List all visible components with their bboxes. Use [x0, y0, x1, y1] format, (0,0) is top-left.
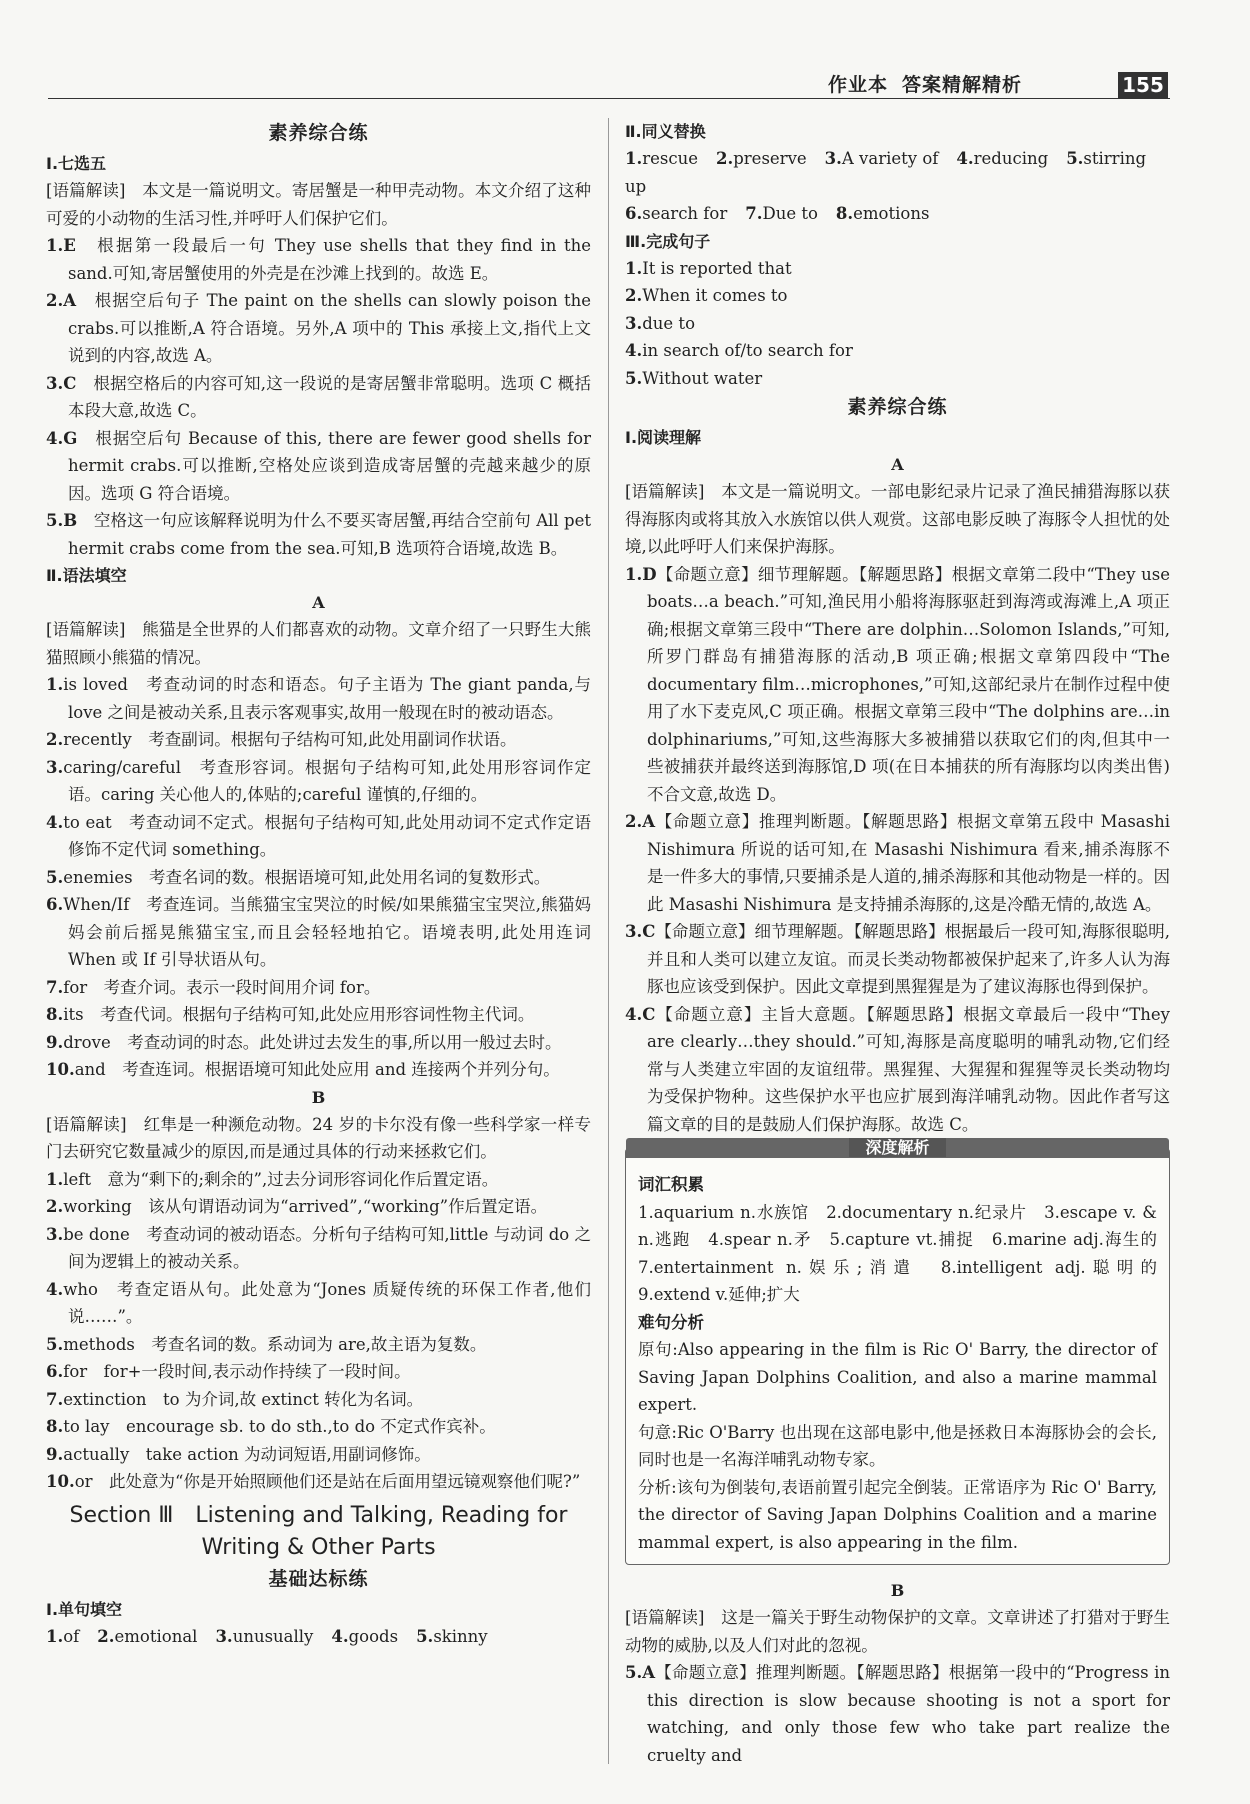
answer-item — [46, 507, 591, 562]
passage-intro: [语篇解读] 本文是一篇说明文。一部电影纪录片记录了渔民捕猎海豚以获得海豚肉或将其放入水族馆以供人观赏。这部电影反映了海豚令人担忧的处境,以此呼吁人们来保护海豚。 — [625, 482, 1170, 556]
answer-number: 2.A — [625, 812, 656, 831]
answer-row — [625, 200, 1170, 228]
header-left-label: 作业本 — [828, 74, 889, 96]
answer-text: unusually — [232, 1626, 314, 1646]
passage-label: A — [312, 593, 325, 612]
answer-number: 6. — [625, 204, 643, 223]
answer-text: stirring up — [625, 149, 1147, 196]
passage-label: A — [891, 455, 904, 474]
answer-number: 5.A — [625, 1663, 656, 1682]
answer-item — [46, 974, 591, 1002]
answer-item — [825, 149, 939, 168]
answer-item — [46, 1029, 591, 1057]
answer-number: 8. — [46, 1417, 64, 1436]
answer-text: its 考查代词。根据句子结构可知,此处应用形容词性物主代词。 — [63, 1005, 535, 1024]
answer-number: 10. — [46, 1472, 75, 1491]
section-heading: Ⅰ.阅读理解 — [625, 428, 702, 447]
section-heading: Ⅰ.七选五 — [46, 154, 107, 173]
answer-text: left 意为“剩下的;剩余的”,过去分词形容词化作后置定语。 — [63, 1169, 499, 1189]
answer-text: 【命题立意】推理判断题。【解题思路】根据第一段中的“Progress in this direction is slow because shooting is not a sport for watching, and only those few who take part realize the cruelty and — [647, 1663, 1170, 1765]
section-heading-line: Section Ⅲ Listening and Talking, Reading for — [69, 1502, 568, 1528]
answer-item — [46, 1413, 591, 1441]
passage-intro: [语篇解读] 本文是一篇说明文。寄居蟹是一种甲壳动物。本文介绍了这种可爱的小动物的生活习性,并呼吁人们保护它们。 — [46, 181, 591, 228]
answer-list — [46, 232, 591, 562]
answer-text: emotional — [114, 1626, 198, 1646]
page-number: 155 — [1118, 72, 1168, 98]
answer-text: for for+一段时间,表示动作持续了一段时间。 — [63, 1362, 411, 1381]
answer-number: 3.C — [46, 373, 77, 393]
answer-number: 2. — [46, 730, 64, 749]
left-column — [46, 118, 591, 1650]
answer-item — [625, 310, 1170, 338]
answer-number: 2.A — [46, 291, 77, 310]
answer-number: 8. — [835, 204, 854, 223]
right-column — [625, 118, 1174, 1769]
answer-item — [331, 1627, 398, 1646]
answer-text: to lay encourage sb. to do sth.,to do 不定式作宾补。 — [63, 1417, 496, 1436]
answer-text: who 考查定语从句。此处意为“Jones 质疑传统的环保工作者,他们说……”。 — [63, 1279, 591, 1326]
analysis-box — [625, 1138, 1174, 1565]
answer-text: When/If 考查连词。当熊猫宝宝哭泣的时候/如果熊猫宝宝哭泣,熊猫妈妈会前后摇晃熊猫宝宝,而且会轻轻地拍它。语境表明,此处用连词 When 或 If 引导状语从句。 — [63, 895, 591, 969]
answer-number: 7. — [46, 977, 64, 997]
answer-row — [46, 1623, 591, 1651]
sentence-analysis: 分析:该句为倒装句,表语前置引起完全倒装。正常语序为 Ric O' Barry, the director of Saving Japan Dolphins Coalition and a marine mammal expert, is also appearing in the film. — [638, 1477, 1157, 1552]
answer-number: 1. — [46, 675, 64, 694]
answer-text: 【命题立意】细节理解题。【解题思路】根据最后一段可知,海豚很聪明,并且和人类可以建立友谊。而灵长类动物都被保护起来了,许多人认为海豚也应该受到保护。因此文章提到黑猩猩是为了建议海豚也得到保护。 — [647, 922, 1170, 996]
answer-item — [956, 149, 1048, 168]
answer-item — [716, 149, 807, 168]
answer-item — [416, 1627, 488, 1646]
section-heading: Ⅲ.完成句子 — [625, 231, 711, 251]
answer-item — [97, 1627, 197, 1646]
answer-text: is loved 考查动词的时态和语态。句子主语为 The giant panda,与 love 之间是被动关系,且表示客观事实,故用一般现在时的被动语态。 — [63, 675, 591, 722]
answer-text: reducing — [973, 149, 1049, 168]
answer-item — [625, 255, 1170, 283]
answer-item — [46, 1221, 591, 1276]
answer-item — [745, 204, 818, 223]
answer-number: 3. — [46, 1224, 64, 1244]
header-rule — [48, 98, 1170, 99]
answer-item — [46, 1001, 591, 1029]
answer-item — [46, 232, 591, 287]
answer-number: 4. — [625, 341, 643, 360]
vocab-heading: 词汇积累 — [638, 1175, 704, 1194]
analysis-box-title — [626, 1138, 1169, 1158]
answer-text: 【命题立意】细节理解题。【解题思路】根据文章第二段中“They use boats…a beach.”可知,渔民用小船将海豚驱赶到海湾或海滩上,A 项正确;根据文章第三段中“There are dolphin…Solomon Islands,”可知,所罗门群岛有捕猎海豚的活动,B 项正确;根据文章第四段中“The documentary film…microphones,”可知,这部纪录片在制作过程中使用了水下麦克风,C 项正确。根据文章第三段中“The dolphins are…in dolphinariums,”可知,这些海豚大多被捕猎以获取它们的肉,但其中一些被捕获并最终送到海豚馆,D 项(在日本捕获的所有海豚均以肉类出售)不合文意,故选 D。 — [647, 564, 1170, 804]
answer-number: 2. — [97, 1626, 115, 1646]
answer-text: 【命题立意】推理判断题。【解题思路】根据文章第五段中 Masashi Nishimura 所说的话可知,在 Masashi Nishimura 看来,捕杀海豚不是一件多大的事情,只要捕杀是人道的,捕杀海豚和其他动物是一样的。因此 Masashi Nishimura 是支持捕杀海豚的,这是冷酷无情的,故选 A。 — [647, 812, 1170, 914]
answer-item — [625, 149, 698, 168]
answer-number: 5. — [416, 1626, 434, 1646]
answer-item — [46, 1386, 591, 1414]
answer-text: and 考查连词。根据语境可知此处应用 and 连接两个并列分句。 — [74, 1060, 560, 1079]
answer-number: 3. — [625, 313, 643, 333]
answer-text: 根据空格后的内容可知,这一段说的是寄居蟹非常聪明。选项 C 概括本段大意,故选 C。 — [68, 373, 591, 420]
answer-item — [625, 1659, 1170, 1769]
answer-item — [46, 1441, 591, 1469]
answer-item — [625, 1001, 1170, 1139]
answer-text: 空格这一句应该解释说明为什么不要买寄居蟹,再结合空前句 All pet hermit crabs come from the sea.可知,B 选项符合语境,故选 B。 — [68, 511, 591, 558]
section-title: 素养综合练 — [268, 122, 369, 144]
answer-number: 3. — [215, 1626, 233, 1646]
answer-number: 4. — [46, 812, 64, 832]
answer-item — [625, 204, 727, 223]
answer-text: goods — [348, 1626, 399, 1646]
answer-number: 2. — [46, 1197, 64, 1216]
answer-list — [46, 671, 591, 1084]
answer-text: preserve — [733, 149, 807, 168]
answer-number: 4.G — [46, 428, 78, 448]
answer-number: 6. — [46, 895, 64, 914]
vocab-list: 1.aquarium n.水族馆 2.documentary n.纪录片 3.escape v. & n.逃跑 4.spear n.矛 5.capture vt.捕捉 6.marine adj.海生的 7.entertainment n.娱乐;消遣 8.intelligent adj.聪明的 9.extend v.延伸;扩大 — [638, 1202, 1174, 1304]
answer-text: 根据空后句子 The paint on the shells can slowly poison the crabs.可以推断,A 符合语境。另外,A 项中的 This 承接上文,指代上文说到的内容,故选 A。 — [68, 291, 591, 365]
answer-text: due to — [642, 313, 695, 333]
answer-text: enemies 考查名词的数。根据语境可知,此处用名词的复数形式。 — [63, 867, 551, 887]
answer-text: drove 考查动词的时态。此处讲过去发生的事,所以用一般过去时。 — [63, 1032, 562, 1052]
answer-number: 4.C — [625, 1004, 656, 1024]
answer-number: 1. — [46, 1626, 64, 1646]
answer-text: to eat 考查动词不定式。根据句子结构可知,此处用动词不定式作定语修饰不定代词 something。 — [63, 812, 591, 859]
section-title: 素养综合练 — [847, 396, 948, 418]
answer-text: emotions — [853, 204, 930, 223]
answer-number: 2. — [716, 149, 734, 168]
answer-text: actually take action 为动词短语,用副词修饰。 — [63, 1444, 431, 1464]
answer-list — [46, 1166, 591, 1496]
answer-item — [625, 808, 1170, 918]
passage-label: B — [890, 1581, 905, 1600]
sentence-meaning: 句意:Ric O'Barry 也出现在这部电影中,他是拯救日本海豚协会的会长,同时也是一名海洋哺乳动物专家。 — [638, 1422, 1157, 1469]
passage-intro: [语篇解读] 熊猫是全世界的人们都喜欢的动物。文章介绍了一只野生大熊猫照顾小熊猫的情况。 — [46, 620, 591, 667]
passage-intro: [语篇解读] 这是一篇关于野生动物保护的文章。文章讲述了打猎对于野生动物的威胁,以及人们对此的忽视。 — [625, 1608, 1170, 1655]
answer-text: search for — [642, 204, 728, 223]
answer-number: 6. — [46, 1362, 64, 1381]
answer-text: skinny — [433, 1626, 488, 1646]
answer-text: 根据空后句 Because of this, there are fewer good shells for hermit crabs.可以推断,空格处应谈到造成寄居蟹的壳越来越少的原因。选项 G 符合语境。 — [68, 428, 591, 503]
answer-item — [46, 370, 591, 425]
answer-number: 4. — [46, 1279, 64, 1299]
answer-number: 9. — [46, 1444, 64, 1464]
answer-item — [46, 864, 591, 892]
answer-row — [625, 145, 1170, 200]
answer-text: for 考查介词。表示一段时间用介词 for。 — [63, 977, 381, 997]
answer-list — [625, 1659, 1170, 1769]
answer-number: 8. — [46, 1005, 64, 1024]
answer-item — [46, 1056, 591, 1084]
answer-text: 【命题立意】主旨大意题。【解题思路】根据文章最后一段中“They are clearly…they should.”可知,海豚是高度聪明的哺乳动物,它们经常与人类建立牢固的友谊纽带。黑猩猩、大猩猩和猩猩等灵长类动物均为受保护物种。这些保护水平也应扩展到海洋哺乳动物。因此作者写这篇文章的目的是鼓励人们保护海豚。故选 C。 — [647, 1004, 1170, 1134]
answer-text: methods 考查名词的数。系动词为 are,故主语为复数。 — [63, 1334, 487, 1354]
answer-number: 1.E — [46, 236, 76, 255]
answer-list — [625, 561, 1170, 1139]
answer-number: 9. — [46, 1032, 64, 1052]
answer-list — [625, 255, 1170, 393]
answer-number: 1. — [625, 258, 643, 278]
answer-item — [836, 204, 930, 223]
answer-number: 5.B — [46, 511, 78, 530]
answer-text: 根据第一段最后一句 They use shells that they find in the sand.可知,寄居蟹使用的外壳是在沙滩上找到的。故选 E。 — [68, 236, 591, 283]
answer-item — [46, 1331, 591, 1359]
answer-number: 5. — [46, 1334, 64, 1354]
answer-number: 4. — [956, 149, 974, 168]
answer-number: 2. — [625, 286, 643, 305]
section-heading-line: Writing & Other Parts — [201, 1534, 436, 1560]
answer-number: 5. — [46, 867, 64, 887]
answer-text: It is reported that — [642, 258, 792, 278]
answer-item — [46, 671, 591, 726]
answer-item — [625, 282, 1170, 310]
section-heading: Ⅰ.单句填空 — [46, 1599, 123, 1619]
section-heading: Ⅱ.同义替换 — [625, 122, 706, 141]
answer-text: extinction to 为介词,故 extinct 转化为名词。 — [63, 1389, 424, 1409]
section-heading-en — [46, 1500, 591, 1564]
section-title: 基础达标练 — [268, 1567, 369, 1590]
answer-text: or 此处意为“你是开始照顾他们还是站在后面用望远镜观察他们呢?” — [74, 1472, 581, 1491]
answer-item — [46, 1468, 591, 1496]
answer-item — [215, 1627, 313, 1646]
answer-text: rescue — [642, 149, 698, 168]
answer-text: When it comes to — [642, 286, 788, 305]
answer-item — [46, 754, 591, 809]
answer-text: Without water — [642, 368, 763, 388]
answer-item — [625, 918, 1170, 1001]
answer-item — [625, 337, 1170, 365]
original-sentence: 原句:Also appearing in the film is Ric O' Barry, the director of Saving Japan Dolphins Coalition, and also a marine mammal expert. — [638, 1340, 1157, 1414]
answer-text: in search of/to search for — [642, 341, 853, 360]
answer-text: A variety of — [841, 149, 939, 168]
answer-item — [46, 1193, 591, 1221]
column-divider — [608, 118, 609, 1764]
answer-item — [46, 1627, 79, 1646]
answer-number: 7. — [46, 1389, 64, 1409]
answer-item — [46, 809, 591, 864]
answer-text: recently 考查副词。根据句子结构可知,此处用副词作状语。 — [63, 730, 517, 749]
answer-text: of — [63, 1626, 80, 1646]
answer-item — [46, 726, 591, 754]
answer-number: 7. — [745, 204, 763, 223]
answer-item — [625, 561, 1170, 809]
answer-item — [46, 425, 591, 508]
answer-number: 10. — [46, 1060, 75, 1079]
answer-number: 3.C — [625, 922, 656, 941]
answer-number: 1.D — [625, 564, 657, 584]
answer-number: 1. — [46, 1169, 64, 1189]
answer-number: 3. — [824, 149, 842, 168]
header-right-label: 答案精解精析 — [902, 74, 1023, 96]
answer-number: 5. — [625, 368, 643, 388]
section-heading: Ⅱ.语法填空 — [46, 566, 127, 585]
answer-number: 5. — [1066, 149, 1084, 168]
difficult-sentence-heading: 难句分析 — [638, 1312, 704, 1332]
answer-number: 1. — [625, 149, 643, 168]
answer-number: 3. — [46, 757, 64, 777]
answer-item — [46, 891, 591, 974]
answer-item — [46, 1276, 591, 1331]
page-header — [828, 70, 1022, 97]
answer-item — [625, 365, 1170, 393]
answer-item — [46, 1166, 591, 1194]
answer-item — [46, 1358, 591, 1386]
analysis-box-label: 深度解析 — [849, 1138, 945, 1157]
answer-text: Due to — [762, 204, 818, 223]
answer-number: 4. — [331, 1626, 349, 1646]
passage-label: B — [311, 1087, 326, 1107]
answer-item — [46, 287, 591, 370]
answer-text: working 该从句谓语动词为“arrived”,“working”作后置定语。 — [63, 1197, 548, 1216]
answer-text: caring/careful 考查形容词。根据句子结构可知,此处用形容词作定语。caring 关心他人的,体贴的;careful 谨慎的,仔细的。 — [63, 757, 591, 804]
passage-intro: [语篇解读] 红隼是一种濒危动物。24 岁的卡尔没有像一些科学家一样专门去研究它数量减少的原因,而是通过具体的行动来拯救它们。 — [46, 1114, 591, 1161]
answer-text: be done 考查动词的被动语态。分析句子结构可知,little 与动词 do 之间为逻辑上的被动关系。 — [63, 1224, 591, 1271]
